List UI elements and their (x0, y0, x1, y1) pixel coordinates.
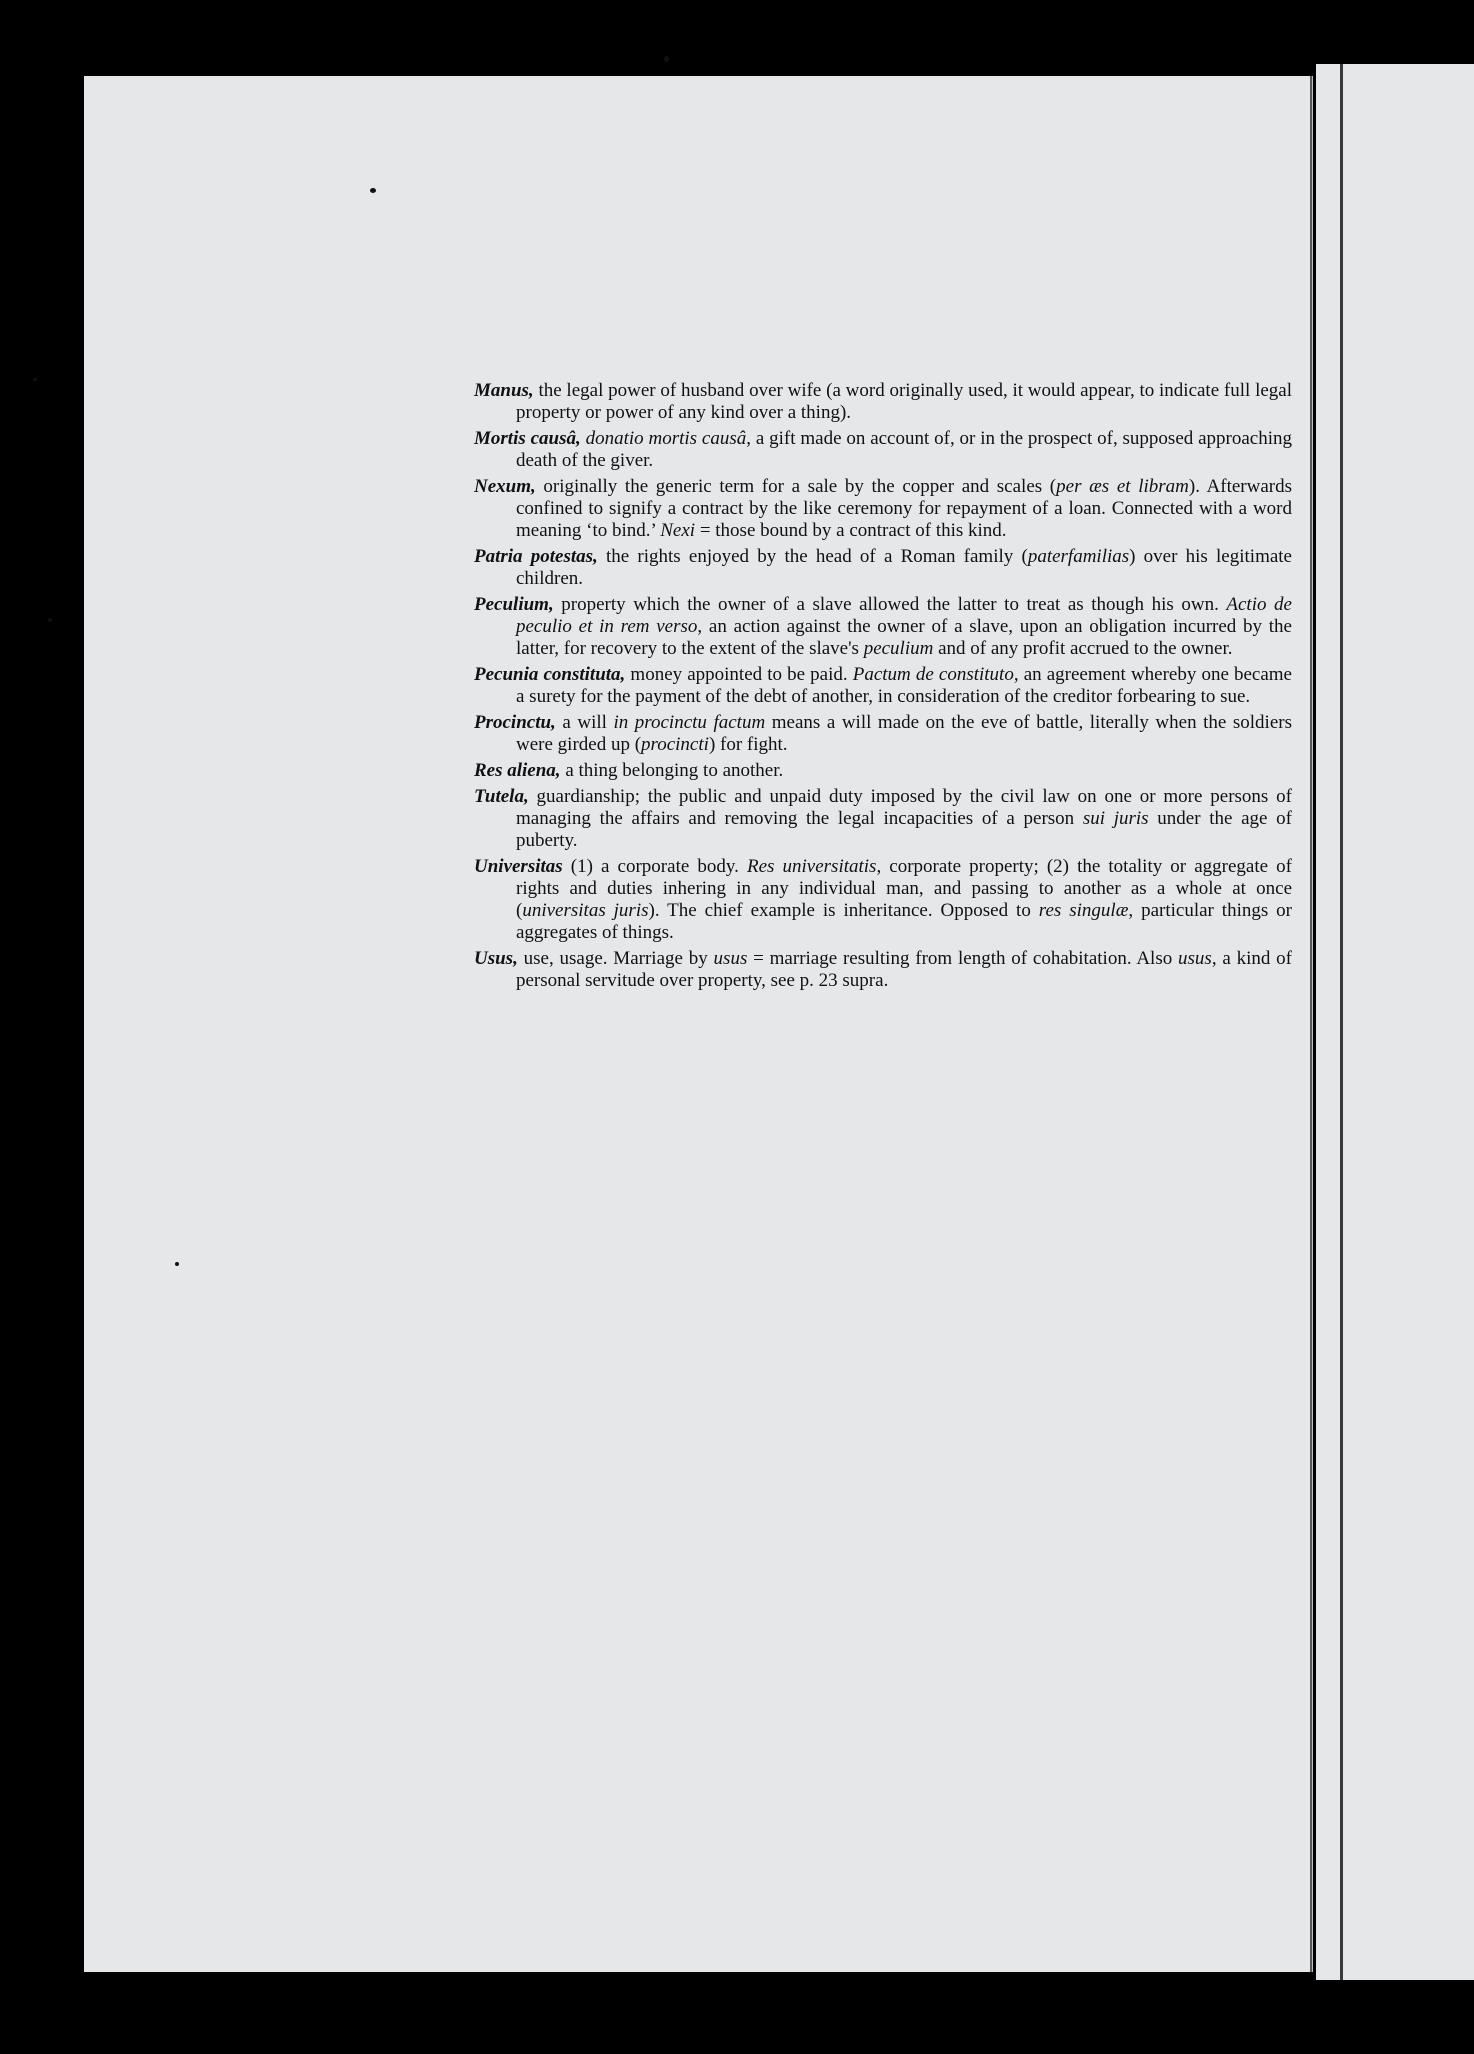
entry-part: usus (713, 948, 748, 969)
page-edge-shadow (1310, 76, 1312, 1972)
entry-part: donatio mortis causâ (585, 428, 747, 449)
entry-part: procincti (641, 734, 709, 755)
glossary-entry-manus (474, 380, 1292, 424)
glossary-entry-universitas (474, 856, 1292, 944)
glossary-text-block (474, 380, 1292, 996)
entry-part: means a will made on the eve of battle, literally when the soldiers were girded up ( (516, 712, 1292, 755)
entry-part: ) over his legitimate children. (516, 546, 1292, 589)
entry-part: in procinctu factum (613, 712, 766, 733)
scan-speck (664, 56, 669, 62)
entry-part: Manus, (474, 380, 534, 401)
entry-part: Peculium, (474, 594, 554, 615)
entry-part: the rights enjoyed by the head of a Roman family ( (597, 546, 1028, 567)
entry-part: Mortis causâ, (474, 428, 581, 449)
glossary-entry-peculium (474, 594, 1292, 660)
glossary-entry-patria-potestas (474, 546, 1292, 590)
entry-part: Tutela, (474, 786, 529, 807)
entry-part: res singulæ (1038, 900, 1129, 921)
entry-part: Pecunia constituta, (474, 664, 626, 685)
entry-part: Actio de peculio et in rem verso (516, 594, 1292, 637)
scan-speck (33, 378, 37, 381)
entry-part: Nexum, (474, 476, 536, 497)
binding-line (1340, 64, 1343, 1980)
entry-part: Res universitatis (746, 856, 877, 877)
entry-part: guardianship; the public and unpaid duty imposed by the civil law on one or more persons of managing the affairs and removing the legal incapacities of a person (516, 786, 1292, 829)
entry-part: originally the generic term for a sale by the copper and scales ( (535, 476, 1057, 497)
entry-part: = those bound by a contract of this kind. (695, 520, 1007, 541)
entry-part: peculium (863, 638, 934, 659)
glossary-entry-pecunia-constituta (474, 664, 1292, 708)
entry-part: Pactum de constituto (852, 664, 1014, 685)
entry-part: Procinctu, (474, 712, 556, 733)
scan-speck (175, 1262, 179, 1266)
entry-part: per æs et libram (1056, 476, 1189, 497)
entry-part: a thing belonging to another. (560, 760, 784, 781)
entry-part: Usus, (474, 948, 518, 969)
entry-part: = marriage resulting from length of cohabitation. Also (747, 948, 1179, 969)
entry-part: , an agreement whereby one became a surety for the payment of the debt of another, in consideration of the creditor forbearing to sue. (516, 664, 1292, 707)
entry-part: and of any profit accrued to the owner. (933, 638, 1233, 659)
entry-part: Nexi (660, 520, 696, 541)
entry-part: Patria potestas, (474, 546, 598, 567)
entry-part: ). Afterwards confined to signify a contract by the like ceremony for repayment of a loan. Connected with a word meaning ‘to bind.’ (516, 476, 1293, 541)
entry-part: Universitas (474, 856, 563, 877)
glossary-entry-mortis-causa (474, 428, 1292, 472)
entry-part: money appointed to be paid. (625, 664, 853, 685)
entry-part: use, usage. Marriage by (517, 948, 714, 969)
entry-part: ). The chief example is inheritance. Opposed to (648, 900, 1039, 921)
entry-part: universitas juris (522, 900, 649, 921)
scan-speck (48, 618, 52, 622)
scanned-page (84, 76, 1313, 1972)
entry-part: property which the owner of a slave allowed the latter to treat as though his own. (553, 594, 1227, 615)
entry-part: sui juris (1082, 808, 1149, 829)
glossary-entry-nexum (474, 476, 1292, 542)
entry-part: , particular things or aggregates of things. (516, 900, 1293, 943)
glossary-entry-res-aliena (474, 760, 1292, 782)
entry-part: , a gift made on account of, or in the prospect of, supposed approaching death of the giver. (516, 428, 1293, 471)
glossary-entry-usus (474, 948, 1292, 992)
entry-part: the legal power of husband over wife (a word originally used, it would appear, to indicate full legal property or power of any kind over a thing). (516, 380, 1292, 423)
glossary-entry-tutela (474, 786, 1292, 852)
glossary-entry-procinctu (474, 712, 1292, 756)
entry-part: , corporate property; (2) the totality or aggregate of rights and duties inhering in any individual man, and passing to another as a whole at once ( (516, 856, 1292, 921)
entry-part: (1) a corporate body. (562, 856, 747, 877)
scan-speck (370, 188, 376, 193)
entry-part: ) for fight. (708, 734, 788, 755)
entry-part: paterfamilias (1027, 546, 1130, 567)
entry-part: , an action against the owner of a slave, upon an obligation incurred by the latter, for recovery to the extent of the slave's (516, 616, 1292, 659)
entry-part: a will (555, 712, 614, 733)
entry-part: , a kind of personal servitude over property, see p. 23 supra. (516, 948, 1292, 991)
entry-part: under the age of puberty. (516, 808, 1292, 851)
entry-part: Res aliena, (474, 760, 561, 781)
entry-part: usus (1178, 948, 1212, 969)
